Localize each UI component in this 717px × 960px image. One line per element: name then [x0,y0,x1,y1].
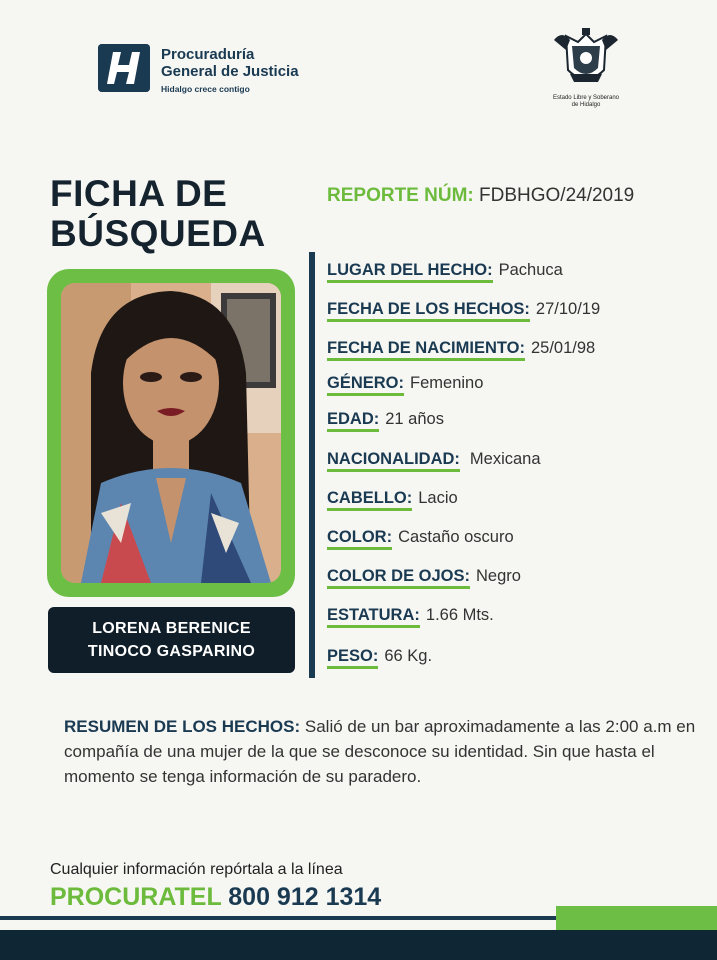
photo-frame [47,269,295,597]
field-label: FECHA DE NACIMIENTO: [327,339,525,361]
field-label: GÉNERO: [327,374,404,396]
field-genero [327,374,483,393]
org-tagline: Hidalgo crece contigo [161,84,250,94]
footer-green-block [556,906,717,930]
field-value: 27/10/19 [535,300,601,318]
field-value: Pachuca [498,261,563,279]
seal-caption-line2: de Hidalgo [571,102,601,108]
page-title-line2: BÚSQUEDA [50,213,266,254]
report-number-label: REPORTE NÚM: [327,185,474,206]
field-estatura [327,606,494,625]
field-label: ESTATURA: [327,606,420,628]
field-label: CABELLO: [327,489,412,511]
hotline-brand: PROCURATEL [50,883,222,911]
person-name [48,607,295,673]
field-value: 66 Kg. [384,647,433,665]
person-photo [61,283,281,583]
page-title [50,174,266,254]
summary [64,714,704,789]
hotline-number: 800 912 1314 [228,883,382,911]
contact-text: Cualquier información repórtala a la línea [50,861,343,878]
seal-caption-line1: Estado Libre y Soberano [552,95,620,101]
org-name [161,46,299,94]
footer-bar [0,930,717,960]
org-name-line1: Procuraduría [161,46,255,63]
field-fecha-hechos [327,300,600,319]
field-label: EDAD: [327,410,379,432]
summary-text: Salió de un bar aproximadamente a las 2:00 a.m en compañía de una mujer de la que se desconoce su identidad. Sin que hasta el momento se tenga información de su paradero. [64,717,696,786]
hidalgo-coat-of-arms-icon [548,26,624,92]
field-value: Negro [476,567,521,585]
field-label: LUGAR DEL HECHO: [327,261,493,283]
field-value: 25/01/98 [531,339,596,357]
field-value: Mexicana [469,450,541,468]
hotline [50,883,381,912]
field-value: 1.66 Mts. [425,606,494,624]
field-label: NACIONALIDAD: [327,450,460,472]
field-edad [327,410,444,429]
footer-stripe [0,916,556,920]
field-nacionalidad [327,450,541,469]
field-value: Castaño oscuro [398,528,514,546]
field-lugar [327,261,563,280]
field-fecha-nacimiento [327,339,595,358]
org-name-line2: General de Justicia [161,63,299,80]
field-label: FECHA DE LOS HECHOS: [327,300,530,322]
field-value: 21 años [385,410,444,428]
field-label: PESO: [327,647,378,669]
field-color [327,528,514,547]
field-value: Lacio [418,489,458,507]
person-name-line1: LORENA BERENICE [92,620,251,637]
divider [309,252,315,678]
summary-label: RESUMEN DE LOS HECHOS: [64,717,301,736]
page-title-line1: FICHA DE [50,173,228,214]
report-number [327,185,634,207]
field-value: Femenino [410,374,484,392]
field-label: COLOR DE OJOS: [327,567,470,589]
field-peso [327,647,432,666]
pgj-h-logo-icon [98,44,150,92]
report-number-value: FDBHGO/24/2019 [479,185,635,206]
seal-caption [540,95,632,109]
field-cabello [327,489,458,508]
field-label: COLOR: [327,528,392,550]
person-name-line2: TINOCO GASPARINO [87,643,256,660]
field-color-ojos [327,567,521,586]
